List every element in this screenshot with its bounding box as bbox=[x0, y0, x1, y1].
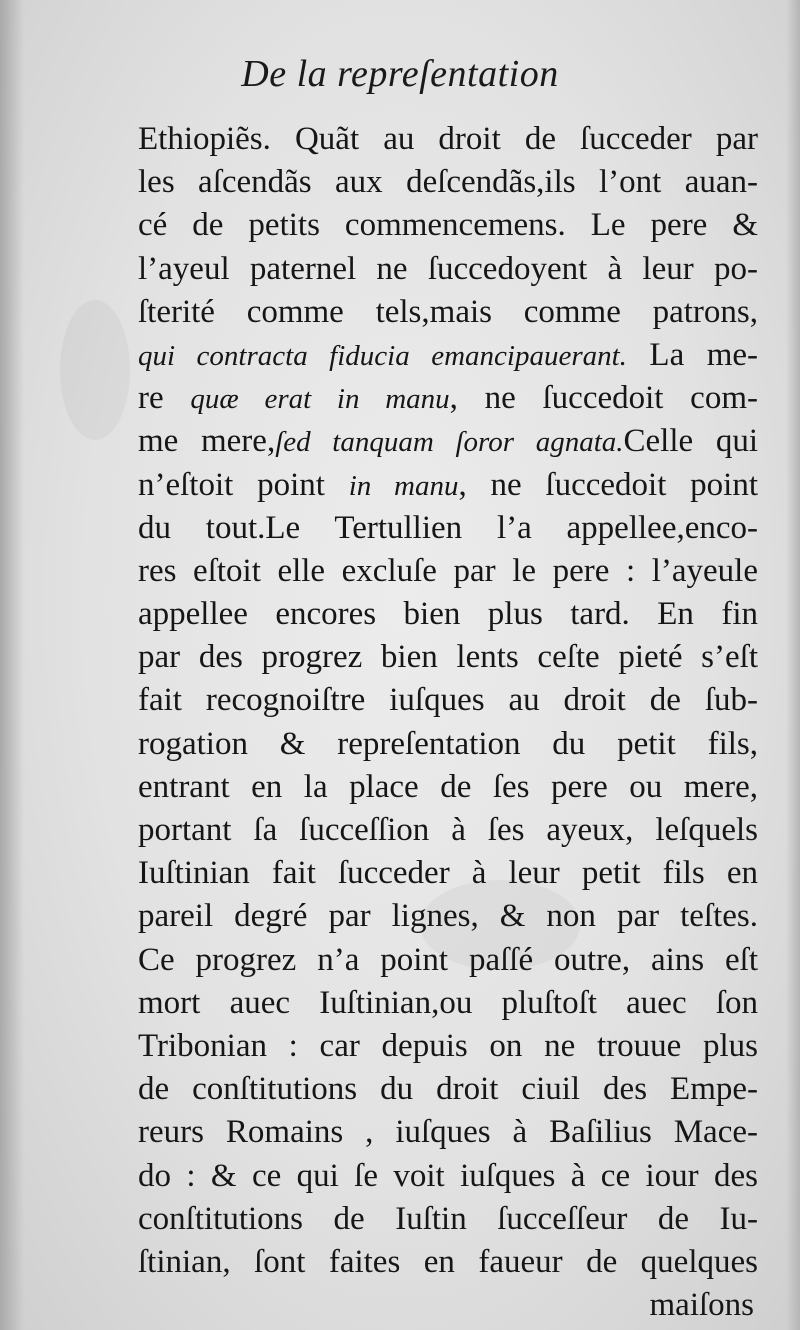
running-head: De la repreſentation bbox=[241, 53, 559, 95]
text-run: Iuſtinian fait ſucceder à leur petit fils en bbox=[138, 855, 758, 892]
text-run: ſtinian, ſont faites en faueur de quelques bbox=[138, 1243, 758, 1280]
text-run: me mere, bbox=[138, 423, 276, 460]
text-line bbox=[138, 852, 758, 895]
text-run: ſterité comme tels,mais comme patrons, bbox=[138, 293, 758, 330]
text-run: par des progrez bien lents ceſte pieté s’eſt bbox=[138, 639, 758, 676]
body-text bbox=[138, 118, 758, 1327]
text-run: appellee encores bien plus tard. En fin bbox=[138, 596, 758, 633]
text-line bbox=[138, 982, 758, 1025]
italic-latin-phrase: in manu bbox=[348, 469, 459, 502]
text-line bbox=[138, 161, 758, 204]
text-line bbox=[138, 248, 758, 291]
text-line bbox=[138, 939, 758, 982]
text-line bbox=[138, 204, 758, 247]
text-line bbox=[138, 291, 758, 334]
text-run: Ce progrez n’a point paſſé outre, ains eſt bbox=[138, 941, 758, 978]
catchword-line bbox=[138, 1284, 758, 1327]
italic-latin-phrase: quæ erat in manu bbox=[190, 383, 450, 416]
text-run: La me- bbox=[626, 336, 759, 373]
text-run: les aſcendãs aux deſcendãs,ils l’ont auan- bbox=[138, 164, 758, 201]
text-line bbox=[138, 1198, 758, 1241]
text-run: mort auec Iuſtinian,ou pluſtoſt auec ſon bbox=[138, 984, 758, 1021]
text-run: l’ayeul paternel ne ſuccedoyent à leur po- bbox=[138, 250, 758, 287]
page-edge-shadow bbox=[786, 0, 800, 1330]
paper-stain bbox=[60, 300, 130, 440]
text-line bbox=[138, 895, 758, 938]
text-run: n’eſtoit point bbox=[138, 466, 349, 503]
text-line bbox=[138, 1155, 758, 1198]
text-line bbox=[138, 723, 758, 766]
text-line bbox=[138, 464, 758, 507]
text-run: portant ſa ſucceſſion à ſes ayeux, leſquels bbox=[138, 812, 758, 848]
text-run: res eſtoit elle excluſe par le pere : l’ayeule bbox=[138, 552, 758, 589]
text-run: Ethiopiẽs. Quãt au droit de ſucceder par bbox=[138, 121, 758, 157]
text-run: cé de petits commencemens. Le pere & bbox=[138, 207, 758, 244]
text-line bbox=[138, 334, 758, 377]
text-line bbox=[138, 1068, 758, 1111]
catchword: maiſons bbox=[649, 1287, 754, 1324]
text-line bbox=[138, 593, 758, 636]
text-run: de conſtitutions du droit ciuil des Empe- bbox=[138, 1071, 758, 1108]
text-run: reurs Romains , iuſques à Baſilius Mace- bbox=[138, 1114, 758, 1151]
italic-latin-phrase: qui contracta fiducia emancipauerant. bbox=[138, 339, 627, 372]
text-line bbox=[138, 507, 758, 550]
text-run: Tribonian : car depuis on ne trouue plus bbox=[138, 1027, 758, 1064]
text-line bbox=[138, 636, 758, 679]
text-line bbox=[138, 377, 758, 420]
text-run: pareil degré par lignes, & non par teſtes. bbox=[138, 898, 758, 935]
text-run: conſtitutions de Iuſtin ſucceſſeur de Iu- bbox=[138, 1200, 758, 1237]
text-line bbox=[138, 1025, 758, 1068]
text-line bbox=[138, 550, 758, 593]
italic-latin-phrase: ſed tanquam ſoror agnata. bbox=[275, 426, 624, 459]
text-line bbox=[138, 420, 758, 463]
text-line bbox=[138, 766, 758, 809]
text-run: , ne ſuccedoit point bbox=[458, 466, 758, 503]
text-line bbox=[138, 1241, 758, 1284]
text-run: do : & ce qui ſe voit iuſques à ce iour des bbox=[138, 1157, 758, 1194]
text-run: rogation & repreſentation du petit fils, bbox=[138, 725, 758, 762]
text-line bbox=[138, 1111, 758, 1154]
text-run: du tout.Le Tertullien l’a appellee,enco- bbox=[138, 509, 758, 546]
text-run: , ne ſuccedoit com- bbox=[449, 380, 758, 417]
page-gutter-shadow bbox=[0, 0, 24, 1330]
text-run: re bbox=[138, 380, 191, 417]
text-line bbox=[138, 679, 758, 722]
text-run: Celle qui bbox=[623, 423, 758, 460]
text-run: entrant en la place de ſes pere ou mere, bbox=[138, 768, 758, 805]
text-line bbox=[138, 809, 758, 852]
text-line bbox=[138, 118, 758, 161]
text-run: fait recognoiſtre iuſques au droit de ſub- bbox=[138, 682, 758, 719]
